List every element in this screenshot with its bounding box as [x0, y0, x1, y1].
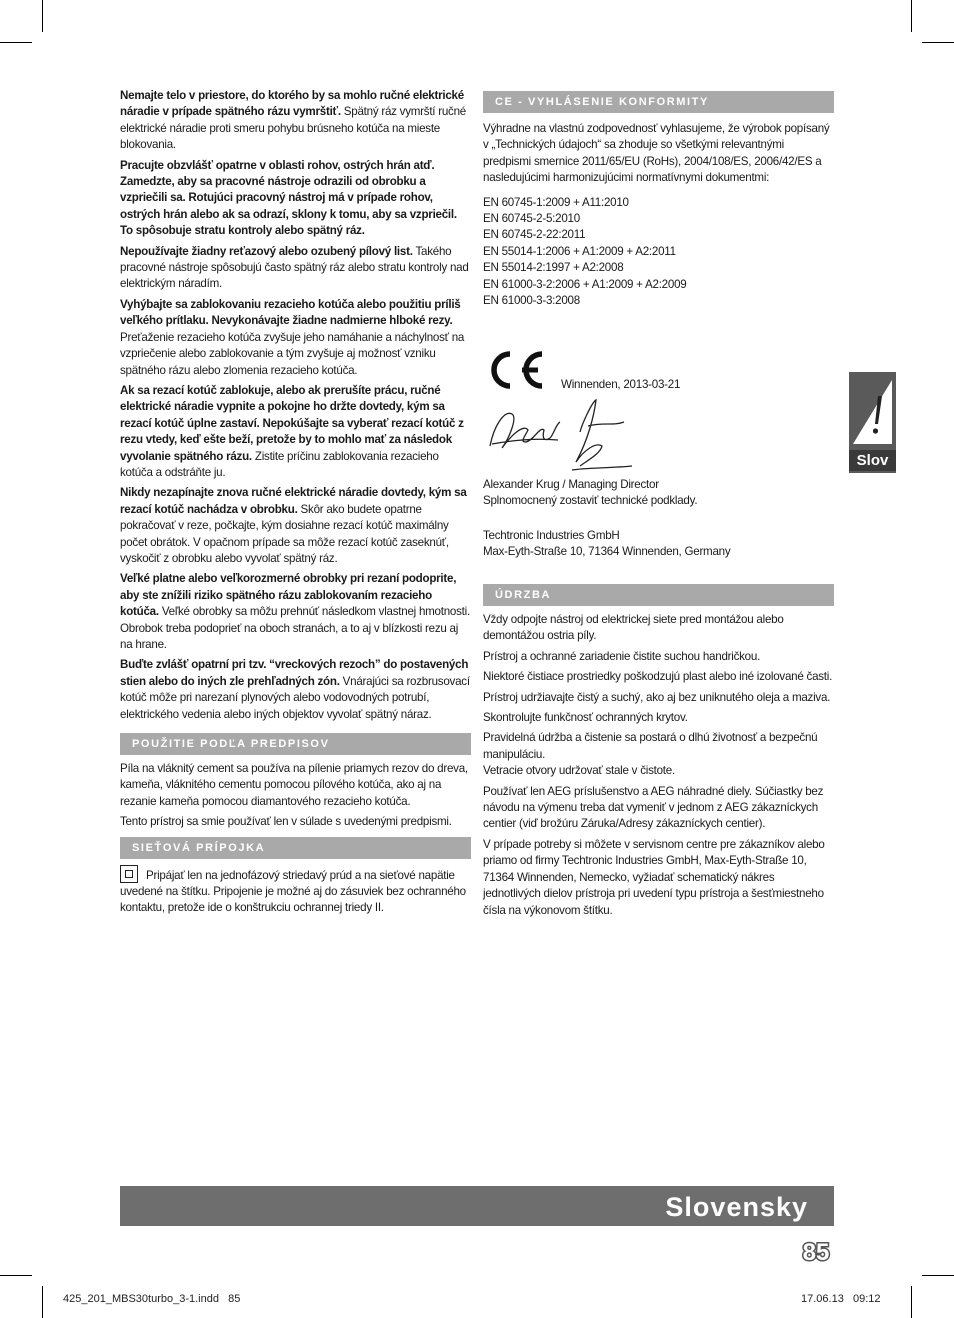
standard-item: EN 60745-1:2009 + A11:2010: [483, 195, 629, 209]
ce-heading: CE - VYHLÁSENIE KONFORMITY: [483, 91, 834, 113]
safety-paragraph: Vyhýbajte sa zablokovaniu rezacieho kotúča alebo použitiu príliš veľkého prítlaku. Nevykonávajte žiadne nadmierne hlboké rezy. Preťaženie rezacieho kotúča zvyšuje jeho namáhanie a náchylnosť na vzpriečenie alebo zablokovanie a tým zvyšuje aj možnosť vzniku spätného rázu alebo zlomenia rezacieho kotúča.: [120, 297, 465, 377]
ce-paragraph: Výhradne na vlastnú zodpovednosť vyhlasujeme, že výrobok popísaný v „Technických údajoch“ sa zhoduje so všetkými relevantnými predpismi smernice 2011/65/EU (RoHs), 2004/108/ES, 2006/42/ES a nasledujúcimi harmonizujúcimi normatívnymi dokumentmi:: [483, 122, 830, 185]
signature: [484, 396, 634, 474]
maintenance-paragraph: Vždy odpojte nástroj od elektrickej siete pred montážou alebo demontážou ostria píly.: [483, 613, 784, 643]
crop-mark: [42, 0, 43, 32]
crop-mark: [911, 1286, 912, 1318]
standard-item: EN 55014-2:1997 + A2:2008: [483, 261, 624, 275]
mains-paragraph: Pripájať len na jednofázový striedavý prúd a na sieťové napätie uvedené na štítku. Pripojenie je možné aj do zásuviek bez ochranného kontaktu, pretože ide o konštrukciu ochrannej triedy II.: [120, 865, 471, 917]
maintenance-heading: ÚDRZBA: [483, 584, 834, 606]
standard-item: EN 60745-2-5:2010: [483, 212, 580, 226]
slug-file: 425_201_MBS30turbo_3-1.indd 85: [63, 1293, 241, 1305]
warning-triangle-icon: [851, 376, 894, 448]
maintenance-paragraph: Niektoré čistiace prostriedky poškodzujú plast alebo iné izolované časti.: [483, 670, 833, 684]
maintenance-paragraph: Vetracie otvory udržovať stale v čistote.: [483, 764, 675, 778]
safety-paragraph: Buďte zvlášť opatrní pri tzv. “vreckových rezoch” do postavených stien alebo do iných zle prehľadných zón. Vnárajúci sa rozbrusovací kotúč môže pri narezaní plynových alebo vodovodných potrubí, elektrického vedenia alebo iných objektov vyvolať spätný náraz.: [120, 658, 470, 721]
crop-mark: [922, 1275, 954, 1276]
standard-item: EN 60745-2-22:2011: [483, 228, 586, 242]
crop-mark: [42, 1286, 43, 1318]
safety-paragraph: Ak sa rezací kotúč zablokuje, alebo ak prerušíte prácu, ručné elektrické náradie vypnite a pokojne ho držte dovtedy, kým sa rezací kotúč úplne zastaví. Nepokúšajte sa vyberať rezací kotúč z rezu vtedy, keď ešte beží, pretože by to mohlo mať za následok vyvolanie spätného rázu. Zistite príčinu zablokovania rezacieho kotúča a odstráňte ju.: [120, 383, 464, 479]
language-side-tab: [849, 372, 896, 473]
safety-paragraphs: [120, 88, 471, 723]
maintenance-paragraph: Používať len AEG príslušenstvo a AEG náhradné diely. Súčiastky bez návodu na výmenu treba dat vymeniť v jednom z AEG zákazníckych centier (viď brožúru Záruka/Adresy zákazníckych centier).: [483, 784, 824, 831]
protection-class-ii-icon: [120, 865, 138, 883]
side-tab-label: Slov: [849, 450, 896, 471]
standard-item: EN 61000-3-3:2008: [483, 294, 580, 308]
ce-mark-icon: [486, 349, 546, 391]
standard-item: EN 61000-3-2:2006 + A1:2009 + A2:2009: [483, 277, 687, 291]
place-date: Winnenden, 2013-03-21: [561, 378, 681, 391]
usage-heading: POUŽITIE PODĽA PREDPISOV: [120, 733, 471, 755]
crop-mark: [0, 42, 32, 43]
authorized-text: Splnomocnený zostaviť technické podklady.: [483, 494, 698, 508]
page-number: [796, 1237, 836, 1267]
safety-paragraph: Pracujte obzvlášť opatrne v oblasti rohov, ostrých hrán atď. Zamedzte, aby sa pracovné nástroje odrazili od obrobku a vzpriečili sa. Rotujúci pracovný nástroj má v prípade rohov, ostrých hrán alebo ak sa odrazí, sklony k tomu, aby sa vzpriečil. To spôsobuje stratu kontroly alebo spätný ráz.: [120, 158, 457, 238]
safety-paragraph: Nepoužívajte žiadny reťazový alebo ozubený pílový list. Takého pracovné nástroje spôsobujú často spätný ráz alebo stratu kontroly nad elektrickým náradím.: [120, 244, 469, 291]
language-footer-bar: [120, 1186, 834, 1226]
safety-paragraph: Nikdy nezapínajte znova ručné elektrické náradie dovtedy, kým sa rezací kotúč nachádza v obrobku. Skôr ako budete opatrne pokračovať v reze, počkajte, kým dosiahne rezací kotúč maximálny počet obrátok. V opačnom prípade sa môže rezací kotúč zaseknúť, vyskočiť z obrobku alebo vyvolať spätný ráz.: [120, 486, 467, 565]
signatory-block: [483, 477, 834, 561]
maintenance-paragraph: Prístroj a ochranné zariadenie čistite suchou handričkou.: [483, 649, 761, 663]
maintenance-paragraph: Skontrolujte funkčnosť ochranných krytov.: [483, 711, 688, 725]
signer-name: Alexander Krug / Managing Director: [483, 478, 659, 491]
crop-mark: [0, 1275, 32, 1276]
safety-paragraph: Nemajte telo v priestore, do ktorého by sa mohlo ručné elektrické náradie v prípade spätného rázu vymrštiť. Spätný ráz vymrští ručné elektrické náradie proti smeru pohybu brúsneho kotúča na mieste blokovania.: [120, 89, 466, 152]
crop-mark: [911, 0, 912, 32]
crop-mark: [922, 42, 954, 43]
usage-paragraph: Píla na vláknitý cement sa používa na pílenie priamych rezov do dreva, kameňa, vláknitého cementu pomocou pílového kotúča, ako aj na rezanie kameňa pomocou diamantového rezacieho kotúča.: [120, 762, 468, 808]
page-number-text: 85: [802, 1239, 830, 1266]
maintenance-paragraph: Prístroj udržiavajte čistý a suchý, ako aj bez uniknutého oleja a maziva.: [483, 690, 831, 704]
standard-item: EN 55014-1:2006 + A1:2009 + A2:2011: [483, 244, 676, 258]
slug-timestamp: 17.06.13 09:12: [801, 1293, 881, 1305]
safety-paragraph: Veľké platne alebo veľkorozmerné obrobky pri rezaní podoprite, aby ste znížili riziko spätného rázu zablokovaním rezacieho kotúča. Veľké obrobky sa môžu prehnúť následkom vlastnej hmotnosti. Obrobok treba podoprieť na oboch stranách, a to aj v blízkosti rezu aj na hrane.: [120, 572, 470, 651]
ce-section: [483, 91, 834, 309]
maintenance-section: [483, 584, 834, 923]
left-column: [120, 88, 471, 921]
maintenance-paragraph: Pravidelná údržba a čistenie sa postará o dlhú životnosť a bezpečnú manipuláciu.: [483, 731, 818, 761]
mains-heading: SIEŤOVÁ PRÍPOJKA: [120, 837, 471, 859]
company-name: Techtronic Industries GmbH: [483, 528, 620, 542]
standards-list: [483, 195, 834, 310]
language-name: Slovensky: [665, 1192, 808, 1222]
company-address: Max-Eyth-Straße 10, 71364 Winnenden, Germany: [483, 545, 731, 559]
maintenance-paragraph: V prípade potreby si môžete v servisnom centre pre zákazníkov alebo priamo od firmy Techtronic Industries GmbH, Max-Eyth-Straße 10, 71364 Winnenden, Nemecko, vyžiadať schematický nákres jednotlivých dielov prístroja pri uvedení typu prístroja a šesťmiestneho čísla na výkonovom štítku.: [483, 837, 825, 917]
usage-paragraph: Tento prístroj sa smie používať len v súlade s uvedenými predpismi.: [120, 815, 452, 829]
